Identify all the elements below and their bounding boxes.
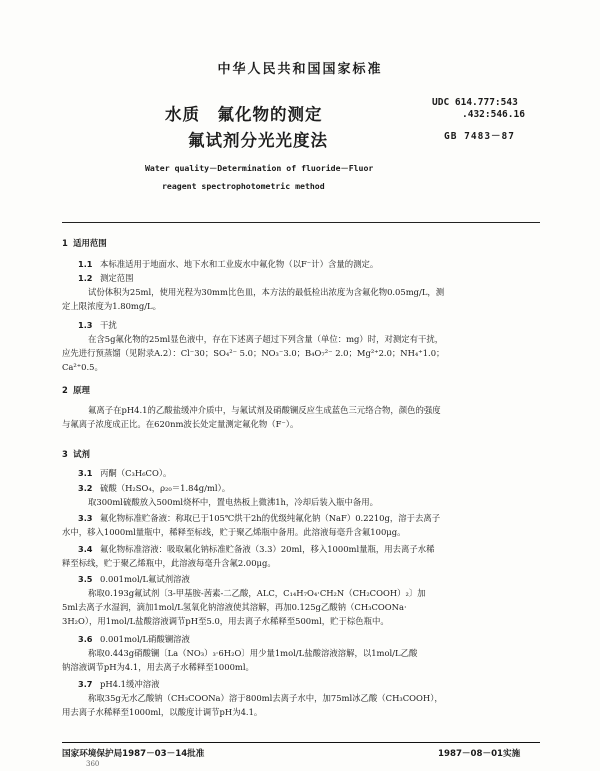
document-title-line1: 水质 氟化物的测定 <box>165 105 323 124</box>
reagent-3-3 <box>62 511 540 539</box>
section-title: 原理 <box>73 385 90 395</box>
clause-number: 3.2 <box>78 483 93 493</box>
clause-title: 测定范围 <box>100 273 134 283</box>
clause-number: 1.2 <box>78 273 93 283</box>
section-number: 3 <box>62 449 68 459</box>
reagent-3-5 <box>62 572 540 628</box>
clause-text: 水中，移入1000ml量瓶中，稀释至标线，贮于聚乙烯瓶中备用。此溶液每毫升含氟100μg。 <box>62 527 406 537</box>
clause-text: 释至标线，贮于聚乙烯瓶中，此溶液每毫升含氟2.00μg。 <box>62 558 276 568</box>
clause-text: 称取0.193g氟试剂〔3-甲基胺-茜素-二乙酸，ALC，C₁₄H₇O₄·CH₂N（CH₂COOH）₂〕加 <box>88 588 426 598</box>
clause-text: 用去离子水稀释至1000ml，以酸度计调节pH为4.1。 <box>62 707 263 717</box>
section-2-text <box>62 403 540 431</box>
reagent-3-6 <box>62 632 540 674</box>
clause-text: 应先进行预蒸馏（见附录A.2）：Cl⁻30；SO₄²⁻ 5.0；NO₃⁻3.0；B₄O₇²⁻ 2.0；Mg²⁺2.0；NH₄⁺1.0； <box>62 348 445 358</box>
reagent-3-7 <box>62 677 540 719</box>
clause-text: 氟化物标准溶液：吸取氟化钠标准贮备液（3.3）20ml，移入1000ml量瓶，用去离子水稀 <box>100 544 435 554</box>
english-title-line1: Water quality－Determination of fluoride－Fluor <box>145 163 374 173</box>
standard-country-heading: 中华人民共和国国家标准 <box>217 62 383 77</box>
clause-number: 3.4 <box>78 544 93 554</box>
clause-text: 硫酸（H₂SO₄，ρ₂₀＝1.84g/ml）。 <box>100 483 231 493</box>
clause-title: pH4.1缓冲溶液 <box>100 679 160 689</box>
clause-number: 1.3 <box>78 320 93 330</box>
section-number: 1 <box>62 238 68 248</box>
approval-statement: 国家环境保护局1987－03－14批准 <box>62 749 205 759</box>
clause-text: 本标准适用于地面水、地下水和工业废水中氟化物（以F⁻计）含量的测定。 <box>100 259 379 269</box>
clause-text: 5ml去离子水湿润，滴加1mol/L氢氧化钠溶液使其溶解，再加0.125g乙酸钠（CH₃COONa· <box>62 602 407 612</box>
clause-text: 定上限浓度为1.80mg/L。 <box>62 301 161 311</box>
clause-1-3 <box>62 318 540 374</box>
section-number: 2 <box>62 385 68 395</box>
section-title: 适用范围 <box>73 238 107 248</box>
clause-number: 3.1 <box>78 468 93 478</box>
paragraph-text: 氟离子在pH4.1的乙酸盐缓冲介质中，与氟试剂及硝酸镧反应生成蓝色三元络合物，颜色的强度 <box>88 405 441 415</box>
clause-text: 试份体积为25ml，使用光程为30mm比色皿，本方法的最低检出浓度为含氟化物0.05mg/L，测 <box>88 287 445 297</box>
clause-title: 0.001mol/L氟试剂溶液 <box>100 574 190 584</box>
clause-number: 3.5 <box>78 574 93 584</box>
udc-code-line1: UDC 614.777:543 <box>432 97 518 108</box>
header-divider <box>62 222 540 223</box>
gb-standard-code: GB 7483－87 <box>444 131 515 142</box>
clause-text: 丙酮（C₃H₆CO）。 <box>100 468 172 478</box>
clause-text: 称取0.443g硝酸镧〔La（NO₃）₃·6H₂O〕用少量1mol/L盐酸溶液溶解，以1mol/L乙酸 <box>88 648 418 658</box>
paragraph-text: 与氟离子浓度成正比。在620nm波长处定量测定氟化物（F⁻）。 <box>62 419 299 429</box>
clause-text: 称取35g无水乙酸钠（CH₃COONa）溶于800ml去离子水中，加75ml冰乙酸（CH₃COOH）， <box>88 693 443 703</box>
clause-text: Ca²⁺0.5。 <box>62 362 103 372</box>
implementation-date: 1987－08－01实施 <box>438 749 521 759</box>
footer-divider <box>62 742 540 743</box>
clause-number: 3.7 <box>78 679 93 689</box>
clause-text: 取300ml硫酸放入500ml烧杯中，置电热板上微沸1h，冷却后装入瓶中备用。 <box>88 497 379 507</box>
section-1 <box>62 236 540 250</box>
section-3 <box>62 447 540 461</box>
clause-number: 1.1 <box>78 259 93 269</box>
clause-text: 钠溶液调节pH为4.1，用去离子水稀释至1000ml。 <box>62 662 254 672</box>
clause-text: 3H₂O），用1mol/L盐酸溶液调节pH至5.0，用去离子水稀释至500ml，贮于棕色瓶中。 <box>62 616 389 626</box>
reagent-3-1 <box>62 466 540 480</box>
section-2 <box>62 383 540 397</box>
clause-number: 3.3 <box>78 513 93 523</box>
clause-1-2 <box>62 271 540 313</box>
clause-1-1 <box>62 257 540 271</box>
reagent-3-4 <box>62 542 540 570</box>
udc-code-line2: .432:546.16 <box>462 109 525 120</box>
clause-title: 干扰 <box>100 320 117 330</box>
page-number: 360 <box>86 760 100 768</box>
reagent-3-2 <box>62 481 540 509</box>
clause-text: 在含5g氟化物的25ml显色液中，存在下述离子超过下列含量（单位：mg）时，对测定有干扰， <box>88 334 444 344</box>
clause-number: 3.6 <box>78 634 93 644</box>
english-title-line2: reagent spectrophotometric method <box>162 181 325 191</box>
document-title-line2: 氟试剂分光光度法 <box>188 131 328 150</box>
clause-title: 0.001mol/L硝酸镧溶液 <box>100 634 190 644</box>
section-title: 试剂 <box>73 449 90 459</box>
clause-text: 氟化物标准贮备液：称取已于105℃烘干2h的优级纯氟化钠（NaF）0.2210g，溶于去离子 <box>100 513 441 523</box>
